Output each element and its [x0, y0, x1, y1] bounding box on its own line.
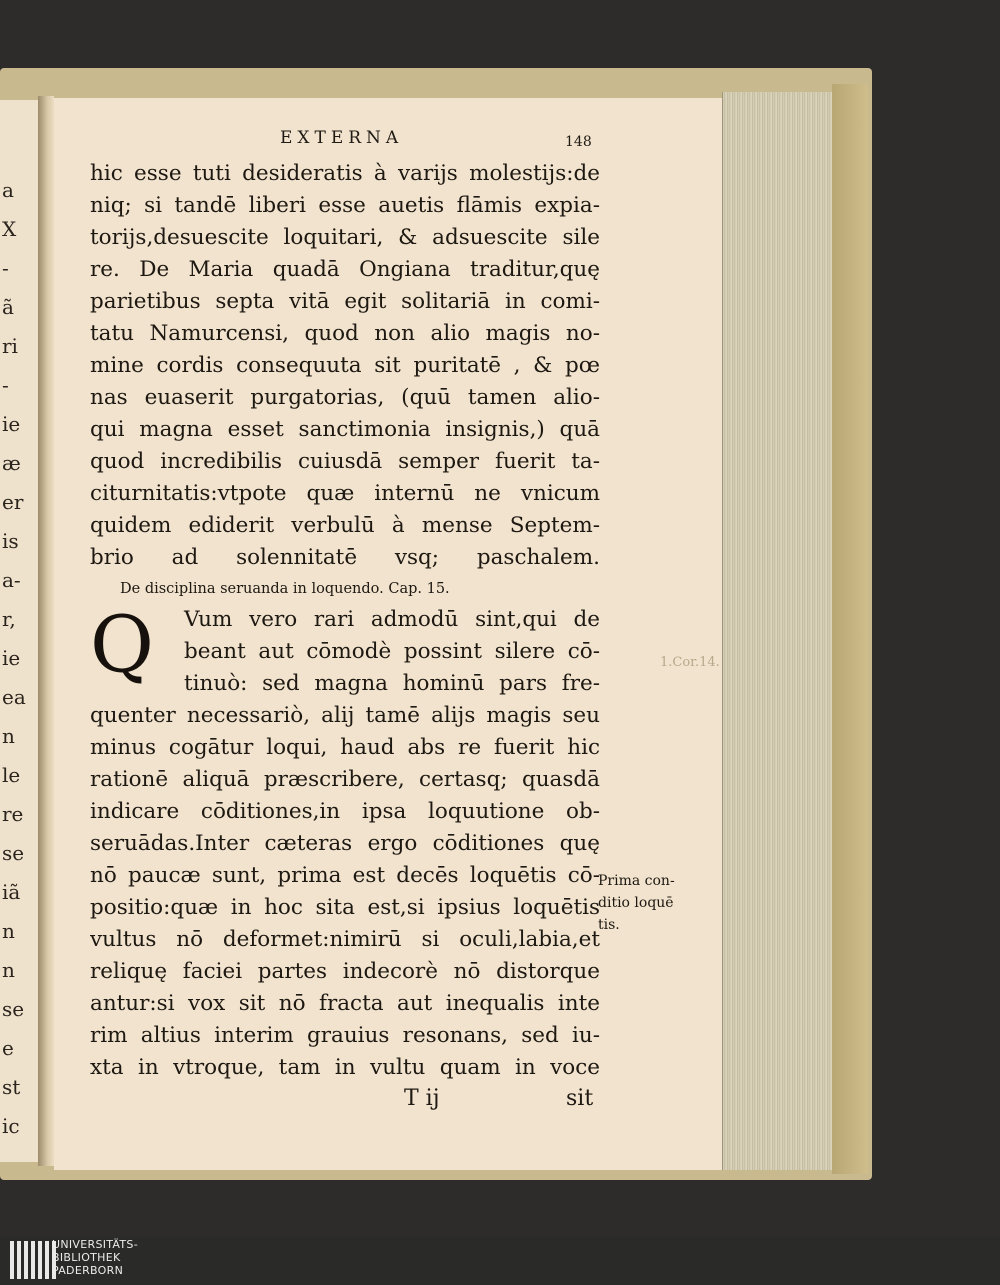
logo-line: UNIVERSITÄTS-: [52, 1238, 138, 1251]
text-line: quenter necessariò, alij tamē alijs magis seu: [90, 703, 600, 728]
text-line: reliquę faciei partes indecorè nō distorque: [90, 959, 600, 984]
text-line: quod incredibilis cuiusdā semper fuerit ta-: [90, 449, 600, 474]
text-line: hic esse tuti desideratis à varijs molestijs:de: [90, 161, 600, 186]
left-page-fragment: -: [2, 256, 9, 280]
text-line: rim altius interim grauius resonans, sed iu-: [90, 1023, 600, 1048]
cover-edge: [832, 84, 868, 1174]
paragraph-one: [90, 158, 600, 574]
library-logo-icon: [10, 1241, 56, 1279]
book-gutter: [38, 96, 54, 1166]
left-facing-page: [0, 100, 40, 1162]
running-head: EXTERNA: [280, 128, 404, 148]
text-line: re. De Maria quadā Ongiana traditur,quę: [90, 257, 600, 282]
left-page-fragment: re: [2, 802, 24, 826]
left-page-fragment: ic: [2, 1114, 20, 1138]
left-page-fragment: a: [2, 178, 14, 202]
main-text-block: [90, 158, 600, 1084]
page-edges: [722, 92, 833, 1170]
left-page-fragment: se: [2, 841, 25, 865]
text-line: Vum vero rari admodū sint,qui de: [184, 607, 600, 632]
footer-bar: [0, 1237, 1000, 1285]
text-line: seruādas.Inter cæteras ergo cōditiones quę: [90, 831, 600, 856]
left-page-fragment: ie: [2, 646, 21, 670]
left-page-fragment: is: [2, 529, 19, 553]
text-line: indicare cōditiones,in ipsa loquutione ob-: [90, 799, 600, 824]
marginal-line: tis.: [598, 917, 620, 933]
text-line: tatu Namurcensi, quod non alio magis no-: [90, 321, 600, 346]
catchword: sit: [566, 1086, 594, 1111]
left-page-fragment: n: [2, 724, 15, 748]
left-page-fragment: ea: [2, 685, 26, 709]
text-line: citurnitatis:vtpote quæ internū ne vnicum: [90, 481, 600, 506]
left-page-fragment: n: [2, 919, 15, 943]
left-page-fragment: X: [2, 217, 17, 241]
text-line: minus cogātur loqui, haud abs re fuerit hic: [90, 735, 600, 760]
folio-number: 148: [565, 134, 592, 150]
left-page-fragment: st: [2, 1075, 21, 1099]
left-page-fragment: ã: [2, 295, 14, 319]
dropcap-paragraph: [90, 600, 600, 700]
left-page-fragment: ri: [2, 334, 18, 358]
text-line: mine cordis consequuta sit puritatē , & pœ: [90, 353, 600, 378]
text-line: tinuò: sed magna hominū pars fre-: [184, 671, 600, 696]
text-line: niq; si tandē liberi esse auetis flāmis expia-: [90, 193, 600, 218]
left-page-fragment: a-: [2, 568, 21, 592]
text-line: nas euaserit purgatorias, (quū tamen alio-: [90, 385, 600, 410]
left-page-fragment: æ: [2, 451, 21, 475]
text-line: rationē aliquā præscribere, certasq; quasdā: [90, 767, 600, 792]
left-page-fragment: n: [2, 958, 15, 982]
faint-marginal-note: 1.Cor.14.: [660, 655, 720, 670]
chapter-heading: De disciplina seruanda in loquendo. Cap. 15.: [120, 581, 450, 597]
text-line: positio:quæ in hoc sita est,si ipsius loquētis: [90, 895, 600, 920]
left-page-fragment: iã: [2, 880, 21, 904]
drop-cap-initial: Q: [90, 600, 154, 690]
text-line: qui magna esset sanctimonia insignis,) quā: [90, 417, 600, 442]
text-line: torijs,desuescite loquitari, & adsuescite sile: [90, 225, 600, 250]
marginal-note: [598, 870, 675, 936]
left-page-fragment: ie: [2, 412, 21, 436]
left-page-fragment: r,: [2, 607, 16, 631]
marginal-line: Prima con-: [598, 873, 675, 889]
left-page-fragment: se: [2, 997, 25, 1021]
text-line: xta in vtroque, tam in vultu quam in voce: [90, 1055, 600, 1080]
text-line: brio ad solennitatē vsq; paschalem.: [90, 545, 600, 570]
logo-line: BIBLIOTHEK: [52, 1251, 121, 1264]
paragraph-two: [90, 700, 600, 1084]
text-line: parietibus septa vitā egit solitariā in comi-: [90, 289, 600, 314]
dropcap-lines: [90, 600, 600, 700]
left-page-fragment: -: [2, 373, 9, 397]
left-page-fragment: le: [2, 763, 21, 787]
text-line: antur:si vox sit nō fracta aut inequalis inte: [90, 991, 600, 1016]
logo-line: PADERBORN: [52, 1264, 124, 1277]
signature-mark: T ij: [404, 1086, 440, 1111]
marginal-line: ditio loquē: [598, 895, 674, 911]
left-page-fragment: e: [2, 1036, 14, 1060]
text-line: vultus nō deformet:nimirū si oculi,labia,et: [90, 927, 600, 952]
text-line: beant aut cōmodè possint silere cō-: [184, 639, 600, 664]
library-logo-text: [52, 1238, 138, 1277]
left-page-fragment: er: [2, 490, 24, 514]
text-line: nō paucæ sunt, prima est decēs loquētis cō-: [90, 863, 600, 888]
text-line: quidem ediderit verbulū à mense Septem-: [90, 513, 600, 538]
